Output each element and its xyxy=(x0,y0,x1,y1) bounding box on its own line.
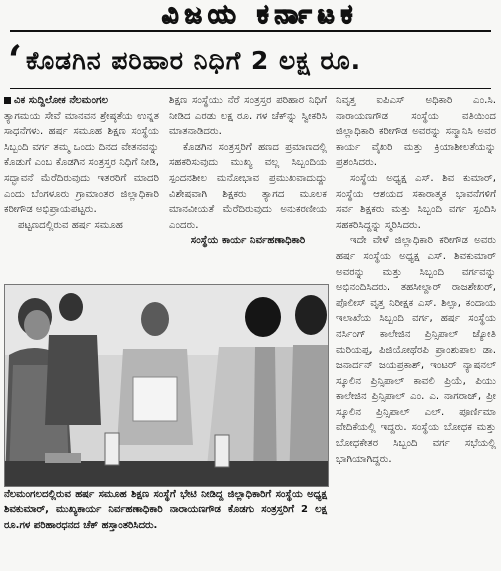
body-paragraph: ತ್ಯಾಗಮಯ ಸೇವೆ ಮಾನವನ ಶ್ರೇಷ್ಠತೆಯ ಉನ್ನತ ಸಾಧನೆಗಳು. ಹರ್ಷ ಸಮೂಹ ಶಿಕ್ಷಣ ಸಂಸ್ಥೆಯ ಸಿಬ್ಬಂದಿ ವರ್ಗ ತಮ್ಮ ಒಂದು ದಿನದ ವೇತನವನ್ನು ಕೊಡುಗೆ ಎಂಬ ಕೊಡಗಿನ ಸಂತ್ರಸ್ತರ ನಿಧಿಗೆ ನೀಡಿ, ಸದ್ಭಾವನೆ ಮೆರೆದಿರುವುದು ಇತರರಿಗೆ ಮಾದರಿ ಎಂದು ಬೆಂಗಳೂರು ಗ್ರಾಮಾಂತರ ಜಿಲ್ಲಾಧಿಕಾರಿ ಕರೀಗೌಡ ಅಭಿಪ್ರಾಯಪಟ್ಟರು. xyxy=(4,110,159,216)
dateline-para xyxy=(4,93,159,109)
body-paragraph: ನಿವೃತ್ತ ಐಪಿಎಸ್ ಅಧಿಕಾರಿ ಎಂ.ಸಿ. ನಾರಾಯಣಗೌಡ ಸಂಸ್ಥೆಯ ವತಿಯಿಂದ ಜಿಲ್ಲಾಧಿಕಾರಿ ಕರೀಗೌಡ ಅವರನ್ನು ಸನ್ಮಾನಿಸಿ ಅವರ ಕಾರ್ಯ ವೈಖರಿ ಮತ್ತು ಕ್ರಿಯಾಶೀಲತೆಯನ್ನು ಪ್ರಶಂಸಿದರು. xyxy=(336,95,496,169)
headline: ಕೊಡಗಿನ ಪರಿಹಾರ ನಿಧಿಗೆ 2 ಲಕ್ಷ ರೂ. xyxy=(25,46,362,75)
article-column-1 xyxy=(4,93,159,283)
headline-quote-mark: ‘ xyxy=(8,37,22,84)
body-paragraph: ಸಂಸ್ಥೆಯ ಅಧ್ಯಕ್ಷ ಎಸ್. ಶಿವ ಕುಮಾರ್, ಸಂಸ್ಥೆಯ ಆಶಯದ ಸಕಾರಾತ್ಮಕ ಭಾವನೆಗಳಿಗೆ ಸರ್ವ ಶಿಕ್ಷಕರು ಮತ್ತು ಸಿಬ್ಬಂದಿ ವರ್ಗ ಸ್ಪಂದಿಸಿ ಸಹಕರಿಸಿದ್ದನ್ನು ಸ್ಮರಿಸಿದರು. xyxy=(336,172,496,231)
masthead: ವಿಜಯ ಕರ್ನಾಟಕ xyxy=(161,0,359,30)
headline-rule xyxy=(10,88,491,89)
body-paragraph: ಇದೇ ವೇಳೆ ಜಿಲ್ಲಾಧಿಕಾರಿ ಕರೀಗೌಡ ಅವರು ಹರ್ಷ ಸಂಸ್ಥೆಯ ಅಧ್ಯಕ್ಷ ಎಸ್. ಶಿವಕುಮಾರ್ ಅವರನ್ನು ಮತ್ತು ಸಿಬ್ಬಂದಿ ವರ್ಗವನ್ನು ಅಭಿನಂದಿಸಿದರು. ತಹಸೀಲ್ದಾರ್ ರಾಜಶೇಖರ್, ಪೊಲೀಸ್ ವೃತ್ತ ನಿರೀಕ್ಷಕ ಎಸ್. ಶಿಲ್ಪಾ, ಕಂದಾಯ ಇಲಾಖೆಯ ಸಿಬ್ಬಂದಿ ವರ್ಗ, ಹರ್ಷ ಸಂಸ್ಥೆಯ ನರ್ಸಿಂಗ್ ಕಾಲೇಜಿನ ಪ್ರಿನ್ಸಿಪಾಲ್ ಜ್ಯೋತಿ ಮರಿಯಪ್ಪ, ಪಿಜಿಯೋಥೆರಪಿ ಪ್ರಾಂಶುಪಾಲ ಡಾ. ಜನಾರ್ದನ್ ಜಯಪ್ರಕಾಶ್, ಇಂಟರ್ ನ್ಯಾಷನಲ್ ಸ್ಕೂಲಿನ ಪ್ರಿನ್ಸಿಪಾಲ್ ಕಾವಲಿ ಪ್ರಿಯೆ, ಪಿಯು ಕಾಲೇಜಿನ ಪ್ರಿನ್ಸಿಪಾಲ್ ಎಂ. ಎ. ನಾಗರಾಜ್, ಪ್ರೀ ಸ್ಕೂಲಿನ ಪ್ರಿನ್ಸಿಪಾಲ್ ಎಲ್. ಪೂರ್ಣಿಮಾ ವೇದಿಕೆಯಲ್ಲಿ ಇದ್ದರು. ಸಂಸ್ಥೆಯ ಬೋಧಕ ಮತ್ತು ಬೋಧಕೇತರ ಸಿಬ್ಬಂದಿ ವರ್ಗ ಸಭೆಯಲ್ಲಿ ಭಾಗಿಯಾಗಿದ್ದರು. xyxy=(336,235,496,465)
body-paragraph: ಕೊಡಗಿನ ಸಂತ್ರಸ್ತರಿಗೆ ಹಣದ ಪ್ರಮಾಣದಲ್ಲಿ ಸಹಕರಿಸುವುದು ಮುಖ್ಯ ವಲ್ಲ ಸಿಬ್ಬಂದಿಯ ಸ್ಪಂದನಶೀಲ ಮನೋಭಾವ ಪ್ರಮುಖವಾದುದ್ದು ವಿಶೇಷವಾಗಿ ಶಿಕ್ಷಕರು ತ್ಯಾಗದ ಮೂಲಕ ಮಾನವೀಯತೆ ಮೆರೆದಿರುವುದು ಅನುಕರಣೀಯ ಎಂದರು. xyxy=(169,141,327,231)
body-paragraph: ಪಟ್ಟಣದಲ್ಲಿರುವ ಹರ್ಷ ಸಮೂಹ xyxy=(18,219,123,231)
article-column-2 xyxy=(169,93,327,283)
photo-caption: ನೆಲಮಂಗಲದಲ್ಲಿರುವ ಹರ್ಷ ಸಮೂಹ ಶಿಕ್ಷಣ ಸಂಸ್ಥೆಗೆ ಭೇಟಿ ನೀಡಿದ್ದ ಜಿಲ್ಲಾಧಿಕಾರಿಗೆ ಸಂಸ್ಥೆಯ ಅಧ್ಯಕ್ಷ ಶಿವಕುಮಾರ್, ಮುಖ್ಯಕಾರ್ಯ ನಿರ್ವಹಣಾಧಿಕಾರಿ ನಾರಾಯಣಗೌಡ ಕೊಡಗು ಸಂತ್ರಸ್ತರಿಗೆ 2 ಲಕ್ಷ ರೂ.ಗಳ ಪರಿಹಾರಧನದ ಚೆಕ್ ಹಸ್ತಾಂತರಿಸಿದರು. xyxy=(4,489,327,531)
article-column-3 xyxy=(336,93,496,568)
bullet-icon xyxy=(4,97,11,104)
headline-bar xyxy=(0,36,501,86)
column-subhead: ಸಂಸ್ಥೆಯ ಕಾರ್ಯ ನಿರ್ವಹಣಾಧಿಕಾರಿ xyxy=(190,235,306,247)
masthead-rule xyxy=(10,30,491,32)
news-photo xyxy=(4,284,329,487)
photo-illustration xyxy=(5,285,328,486)
body-paragraph: ಶಿಕ್ಷಣ ಸಂಸ್ಥೆಯು ನೆರೆ ಸಂತ್ರಸ್ತರ ಪರಿಹಾರ ನಿಧಿಗೆ ನೀಡಿದ ಎರಡು ಲಕ್ಷ ರೂ. ಗಳ ಚೆಕ್‌ನ್ನು ಸ್ವೀಕರಿಸಿ ಮಾತನಾಡಿದರು. xyxy=(169,95,327,138)
dateline: ವಿಕ ಸುದ್ದಿಲೋಕ ನೆಲಮಂಗಲ xyxy=(14,95,109,106)
